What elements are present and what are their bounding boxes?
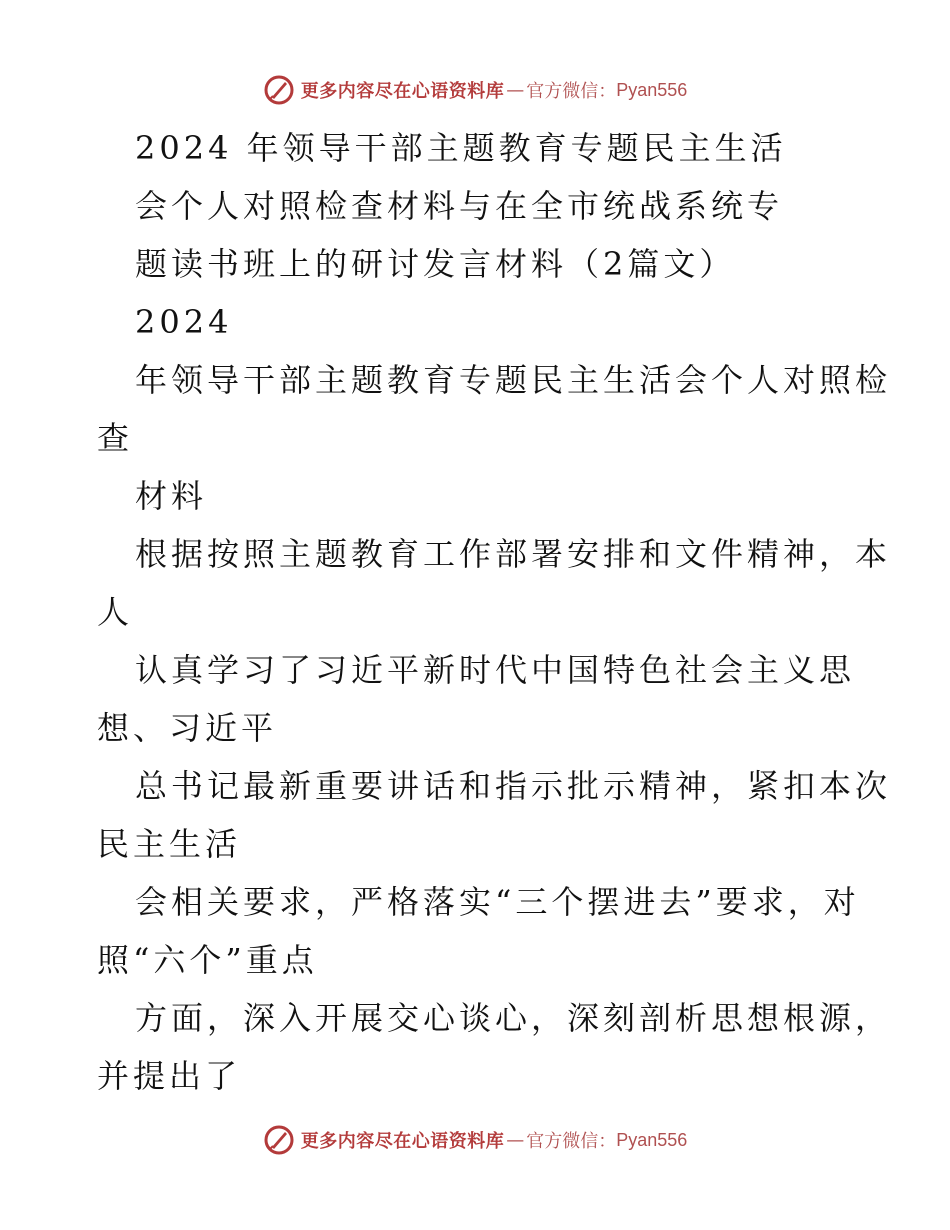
banner-wechat-label: 官方微信： — [526, 81, 617, 102]
banner-wechat-id: Pyan556 — [616, 79, 688, 100]
body-line-4: 材料 — [135, 477, 208, 515]
header-banner — [0, 70, 950, 110]
banner-dash: — — [506, 79, 525, 101]
banner-brand-text: 更多内容尽在心语资料库 — [300, 1131, 505, 1152]
body-line-5: 根据按照主题教育工作部署安排和文件精神，本 — [135, 535, 892, 573]
title-line-1: 2024 年领导干部主题教育专题民主生活 — [135, 129, 787, 167]
banner-wechat-label: 官方微信： — [526, 1131, 617, 1152]
quill-logo-icon — [263, 74, 295, 106]
title-line-3: 题读书班上的研讨发言材料（2篇文） — [135, 245, 736, 283]
title-line-2: 会个人对照检查材料与在全市统战系统专 — [135, 187, 784, 225]
body-line-11: 会相关要求，严格落实“三个摆进去”要求，对 — [135, 883, 860, 921]
body-line-12: 照“六个”重点 — [97, 941, 318, 979]
quill-logo-icon — [263, 1124, 295, 1156]
footer-banner — [0, 1120, 950, 1160]
body-line-10: 民主生活 — [97, 825, 242, 863]
body-line-1: 2024 — [135, 303, 233, 341]
body-line-9: 总书记最新重要讲话和指示批示精神，紧扣本次 — [135, 767, 892, 805]
banner-dash: — — [506, 1129, 525, 1151]
body-line-14: 并提出了 — [97, 1057, 242, 1095]
body-line-13: 方面，深入开展交心谈心，深刻剖析思想根源， — [135, 999, 892, 1037]
body-line-3: 查 — [97, 419, 134, 457]
body-line-8: 想、习近平 — [97, 709, 278, 747]
body-line-7: 认真学习了习近平新时代中国特色社会主义思 — [135, 651, 856, 689]
body-line-6: 人 — [97, 593, 134, 631]
body-line-2: 年领导干部主题教育专题民主生活会个人对照检 — [135, 361, 892, 399]
banner-brand-text: 更多内容尽在心语资料库 — [300, 81, 505, 102]
banner-wechat-id: Pyan556 — [616, 1129, 688, 1150]
